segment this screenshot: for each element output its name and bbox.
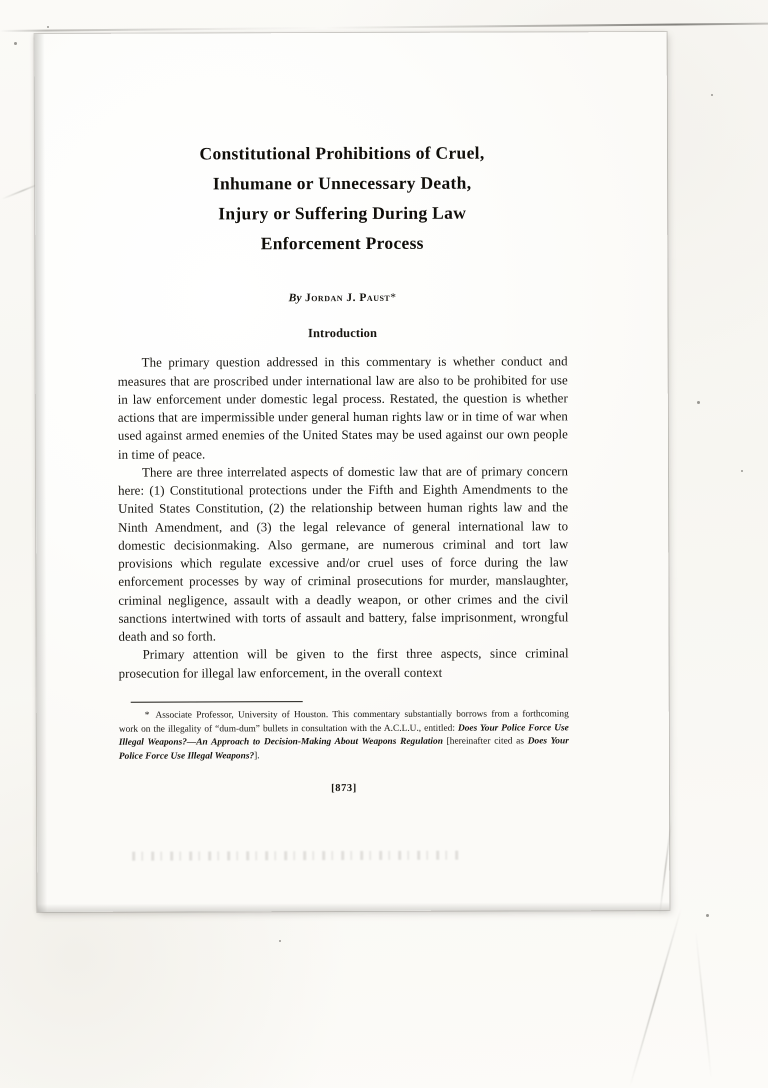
body-paragraph-3: Primary attention will be given to the first three aspects, since criminal prosecution for illegal law enforcement, in the overall context [118, 646, 569, 681]
scan-top-edge-artifact [0, 23, 768, 32]
scan-speck [711, 94, 713, 96]
page-folio-number: [873] [331, 783, 357, 795]
scan-speck [14, 42, 17, 45]
article-page [35, 32, 670, 912]
footnote-marker: * [144, 710, 156, 721]
footnote-segment-1: Associate Professor, University of Houston. This commentary substantially borrows from a forthcoming work on the illegality of “dum-dum” bullets in consultation with the A.C.L.U., entitled: [118, 709, 569, 735]
scan-bleedthrough-artifact [132, 851, 462, 861]
footnote-separator-rule [131, 701, 303, 703]
footnote-segment-3: ]. [254, 751, 260, 762]
footnote-text [119, 708, 569, 764]
scan-speck [706, 914, 709, 917]
title-line-2: Inhumane or Unnecessary Death, [212, 172, 472, 194]
scan-speck [47, 26, 49, 28]
body-paragraph-1: The primary question addressed in this commentary is whether conduct and measures that are proscribed under international law are also to be prohibited for use in law enforcement under domestic legal process. Restated, the question is whether actions that are impermissible under general human rights law or in time of war when used against armed enemies of the United States may be used against our own people in time of peace. [117, 354, 568, 462]
author-byline [117, 292, 567, 305]
title-line-4: Enforcement Process [260, 233, 424, 254]
scan-speck [279, 940, 281, 942]
footnote-italic-title-2: Does Your Police Force Use Illegal Weapons? [118, 736, 569, 762]
byline-by-word: By [288, 292, 302, 305]
author-name: Jordan J. Paust [304, 292, 391, 305]
scan-speck [741, 470, 743, 472]
page-content [117, 137, 569, 795]
title-line-3: Injury or Suffering During Law [218, 202, 467, 224]
byline-footnote-marker: * [390, 292, 397, 305]
page-crease-artifact [695, 930, 712, 1079]
scan-speck [697, 401, 700, 404]
section-heading-introduction: Introduction [308, 326, 378, 341]
page-crease-artifact [630, 908, 682, 1086]
page-title [117, 137, 567, 259]
footnote-italic-title-1: Does Your Police Force Use Illegal Weapons?—An Approach to Decision-Making About Weapons Regulation [118, 722, 569, 748]
footnote-segment-2: [hereinafter cited as [442, 736, 528, 747]
footnote-block [119, 700, 569, 764]
title-line-1: Constitutional Prohibitions of Cruel, [199, 142, 485, 164]
body-paragraph-2: There are three interrelated aspects of domestic law that are of primary concern here: (1) Constitutional protections under the Fifth and Eighth Amendments to the United States Constitution, (2) the relationship between human rights law and the Ninth Amendment, and (3) the legal relevance of general international law to domestic decisionmaking. Also germane, are numerous criminal and tort law provisions which regulate excessive and/or cruel uses of force during the law enforcement processes by way of criminal prosecutions for murder, manslaughter, criminal negligence, assault with a deadly weapon, or other crimes and the civil sanctions intertwined with torts of assault and battery, false imprisonment, wrongful death and so forth. [118, 464, 569, 644]
